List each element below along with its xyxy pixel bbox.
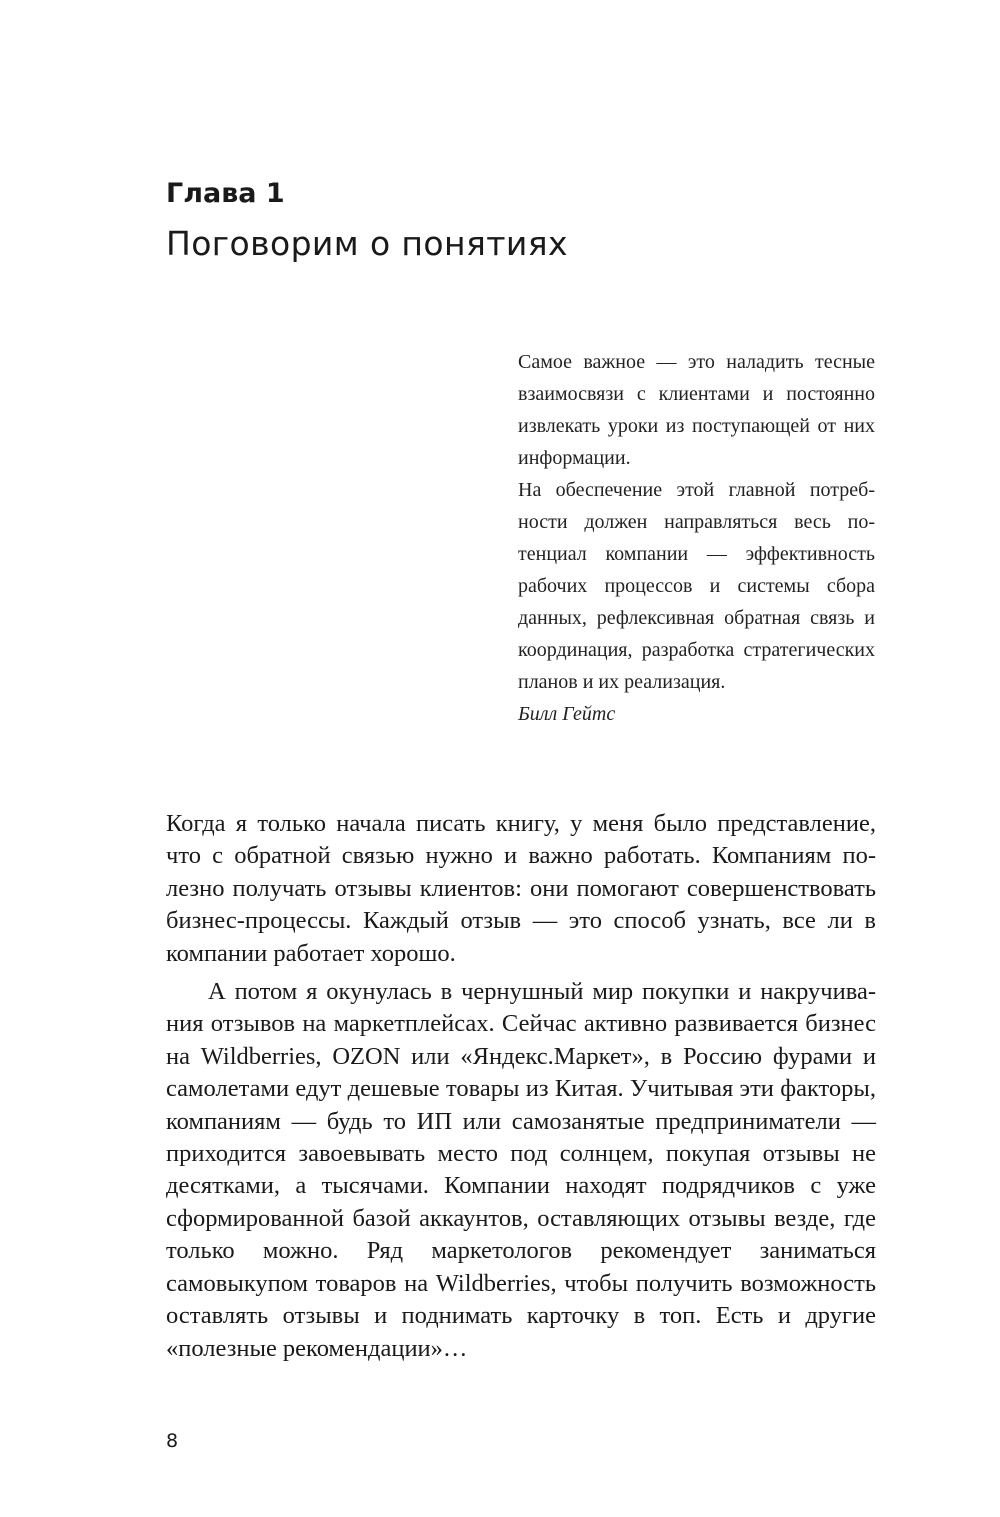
epigraph: [518, 346, 875, 730]
epigraph-author: Билл Гейтс: [518, 703, 616, 725]
body-paragraph: А потом я окунулась в чернушный мир покупки и накручивания отзывов на маркетплейсах. Сейчас активно развивается бизнес на Wildberries, OZON или «Яндекс.Маркет», в Россию фурами и самолетами едут дешевые товары из Китая. Учитывая эти факторы, компаниям — будь то ИП или самозанятые предприниматели — приходится завоевывать место под солнцем, покупая отзывы не десятками, а тысячами. Компании находят подрядчиков с уже сформированной базой аккаунтов, оставляющих отзывы везде, где только можно. Ряд маркетологов рекомендует заниматься самовыкупом товаров на Wildberries, чтобы получить возможность оставлять отзывы и поднимать карточку в топ. Есть и другие «полезные рекомендации»…: [166, 978, 876, 1362]
body-paragraph: Когда я только начала писать книгу, у меня было представление, что с обратной связью нужно и важно работать. Компаниям полезно получать отзывы клиентов: они помогают совершенствовать бизнес-процессы. Каждый отзыв — это способ узнать, все ли в компании работает хорошо.: [166, 810, 876, 967]
epigraph-paragraph: На обеспечение этой главной потребности должен направляться весь потенциал компании — эффективность рабочих процессов и системы сбора данных, рефлексивная обратная связь и координация, разработка стратегических планов и их реализация.: [518, 479, 875, 693]
chapter-label: Глава 1: [166, 178, 285, 209]
epigraph-paragraph: Самое важное — это наладить тесные взаимосвязи с клиентами и постоянно извлекать уроки из поступающей от них информации.: [518, 351, 875, 469]
body-text: [166, 808, 876, 1365]
page-number: 8: [166, 1430, 179, 1452]
chapter-title: Поговорим о понятиях: [166, 224, 568, 263]
